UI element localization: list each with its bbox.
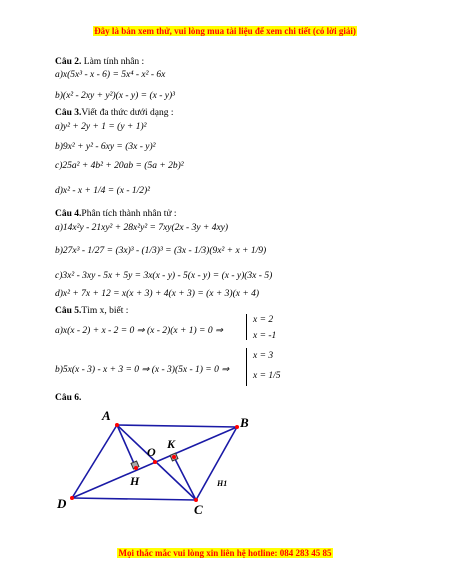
point-o bbox=[153, 460, 157, 464]
label-k: K bbox=[167, 437, 176, 451]
point-b bbox=[235, 425, 239, 429]
q4-part-d: d)x² + 7x + 12 = x(x + 3) + 4(x + 3) = (x + 3)(x + 4) bbox=[55, 289, 260, 299]
side-da bbox=[72, 425, 117, 498]
q4-part-a: a)14x²y - 21xy² + 28x²y² = 7xy(2x - 3y + 4xy) bbox=[55, 223, 229, 233]
perpendicular-ah bbox=[117, 425, 136, 468]
label-h1: H1 bbox=[217, 479, 228, 488]
label-d: D bbox=[57, 496, 67, 511]
perpendicular-ck bbox=[174, 457, 196, 500]
question-3-heading: Câu 3.Viết đa thức dưới dạng : bbox=[55, 108, 174, 118]
side-bc bbox=[196, 427, 237, 500]
point-d bbox=[70, 496, 74, 500]
q3-part-d: d)x² - x + 1/4 = (x - 1/2)² bbox=[55, 186, 151, 196]
q5-part-b: b)5x(x - 3) - x + 3 = 0 ⇒ (x - 3)(5x - 1) = 0 ⇒ bbox=[55, 365, 230, 375]
point-k bbox=[172, 455, 176, 459]
side-cd bbox=[72, 498, 196, 500]
hotline-notice: Mọi thắc mắc vui lòng xin liên hệ hotline: 084 283 45 85 bbox=[118, 548, 332, 558]
question-6-heading: Câu 6. bbox=[55, 393, 82, 403]
q4-part-b: b)27x³ - 1/27 = (3x)³ - (1/3)³ = (3x - 1/3)(9x² + x + 1/9) bbox=[55, 246, 267, 256]
q3-part-c: c)25a² + 4b² + 20ab = (5a + 2b)² bbox=[55, 161, 184, 171]
label-c: C bbox=[194, 502, 203, 517]
q2-part-b: b)(x² - 2xy + y²)(x - y) = (x - y)³ bbox=[55, 91, 175, 101]
q3-part-b: b)9x² + y² - 6xy = (3x - y)² bbox=[55, 142, 156, 152]
label-o: O bbox=[147, 445, 156, 459]
label-a: A bbox=[102, 408, 111, 423]
point-h bbox=[134, 466, 138, 470]
preview-notice: Đây là bản xem thử, vui lòng mua tài liệu để xem chi tiết (có lời giải) bbox=[94, 26, 356, 36]
q5-a-solution-1: x = 2 bbox=[253, 315, 274, 325]
q5-b-solution-2: x = 1/5 bbox=[253, 371, 281, 381]
side-ab bbox=[117, 425, 237, 427]
question-2-heading: Câu 2. Làm tính nhân : bbox=[55, 57, 145, 67]
q3-part-a: a)y² + 2y + 1 = (y + 1)² bbox=[55, 122, 147, 132]
q5-part-a: a)x(x - 2) + x - 2 = 0 ⇒ (x - 2)(x + 1) = 0 ⇒ bbox=[55, 326, 223, 336]
label-b: B bbox=[240, 415, 249, 430]
q5-a-solution-2: x = -1 bbox=[253, 331, 277, 341]
q2-part-a: a)x(5x³ - x - 6) = 5x⁴ - x² - 6x bbox=[55, 70, 166, 80]
q4-part-c: c)3x² - 3xy - 5x + 5y = 3x(x - y) - 5(x - y) = (x - y)(3x - 5) bbox=[55, 271, 273, 281]
question-4-heading: Câu 4.Phân tích thành nhân tử : bbox=[55, 209, 177, 219]
point-a bbox=[115, 423, 119, 427]
question-5-heading: Câu 5.Tìm x, biết : bbox=[55, 306, 129, 316]
q5-b-solution-1: x = 3 bbox=[253, 351, 274, 361]
label-h: H bbox=[130, 474, 140, 488]
